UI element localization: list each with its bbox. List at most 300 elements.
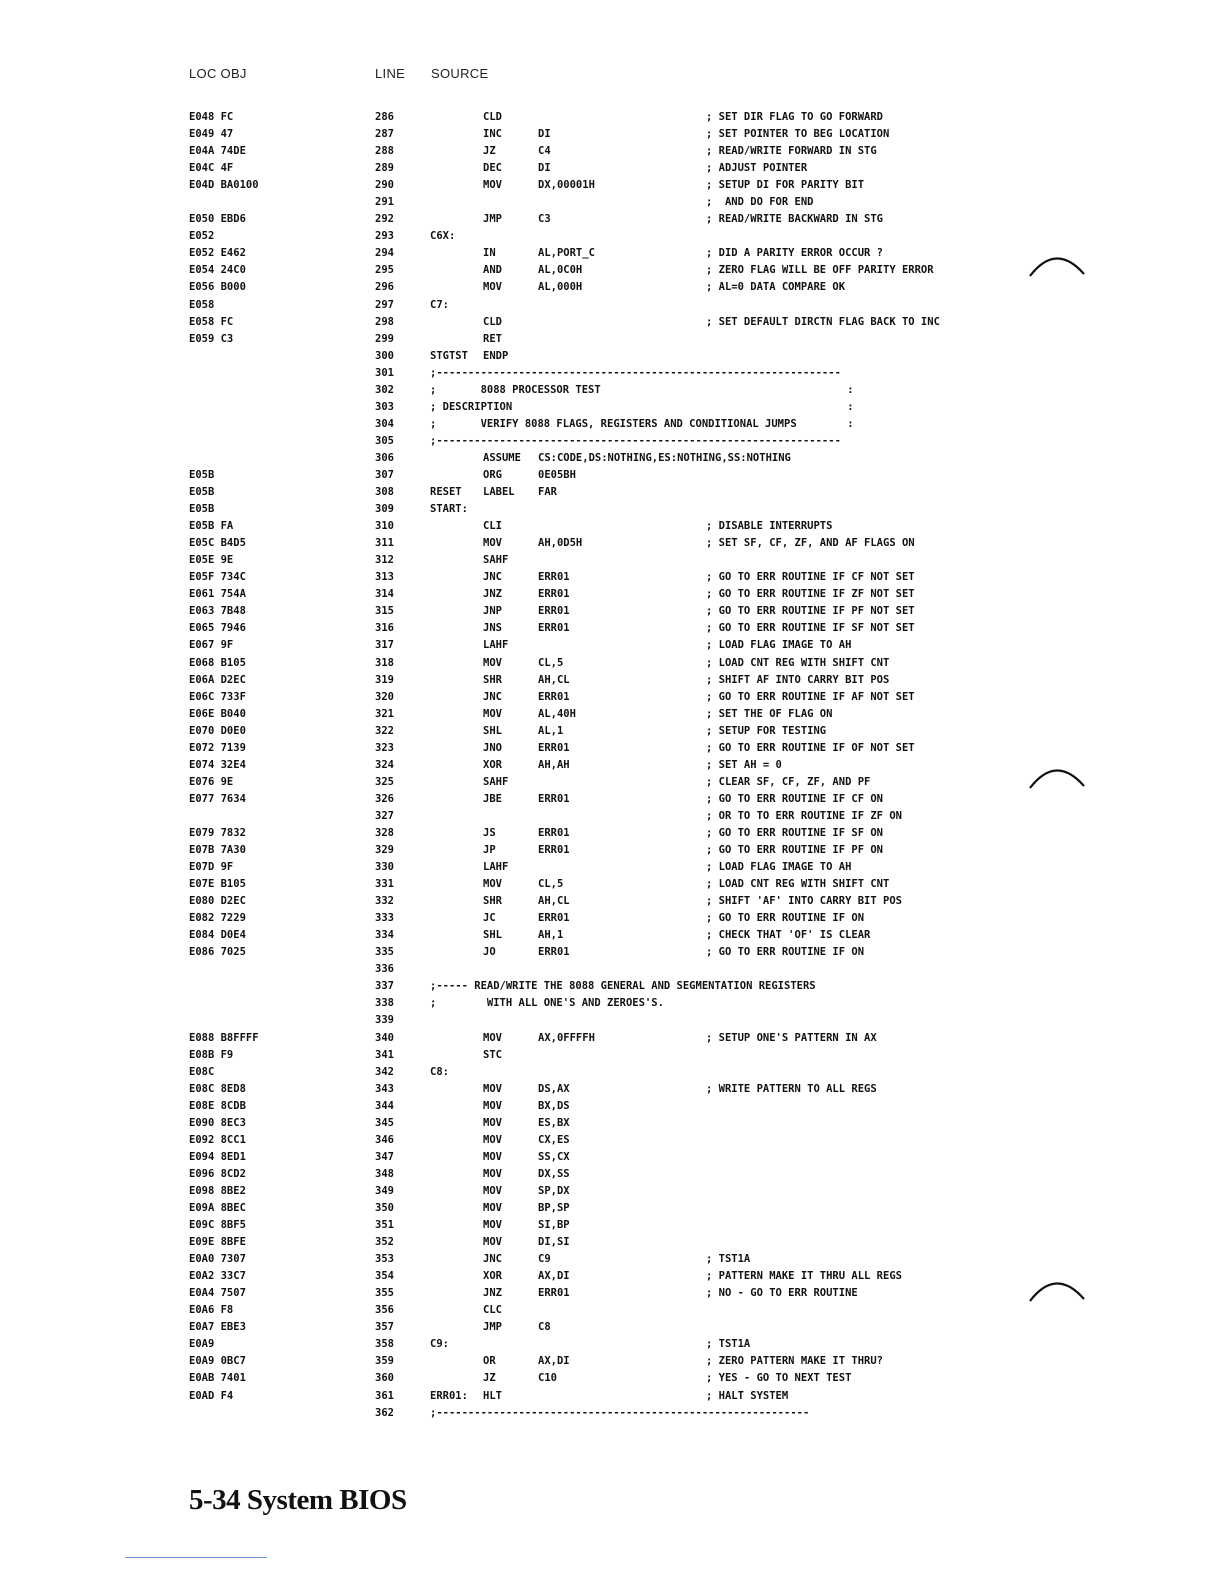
comment: ; TST1A — [706, 1253, 751, 1266]
line-number: 308 — [375, 486, 394, 499]
operand: ERR01 — [538, 588, 570, 601]
line-number: 328 — [375, 826, 394, 839]
line-number: 323 — [375, 741, 394, 754]
opcode: JNZ — [483, 1287, 502, 1300]
listing-row — [0, 1302, 1224, 1319]
loc-obj: E08C 8ED8 — [189, 1082, 246, 1095]
operand: ERR01 — [538, 826, 570, 839]
comment: ; SET DEFAULT DIRCTN FLAG BACK TO INC — [706, 315, 940, 328]
opcode: MOV — [483, 1150, 502, 1163]
label: C8: — [430, 1065, 449, 1078]
col-header-line: LINE — [375, 66, 406, 81]
opcode: CLI — [483, 520, 502, 533]
listing-row — [0, 927, 1224, 944]
line-number: 295 — [375, 264, 394, 277]
line-number: 344 — [375, 1099, 394, 1112]
listing-row — [0, 1149, 1224, 1166]
listing-row — [0, 603, 1224, 620]
line-number: 293 — [375, 230, 394, 243]
line-number: 294 — [375, 247, 394, 260]
comment: ; PATTERN MAKE IT THRU ALL REGS — [706, 1270, 902, 1283]
line-number: 298 — [375, 315, 394, 328]
comment: ; NO - GO TO ERR ROUTINE — [706, 1287, 858, 1300]
opcode: CLD — [483, 111, 502, 123]
operand: ERR01 — [538, 844, 570, 857]
operand: AX,0FFFFH — [538, 1031, 595, 1044]
opcode: MOV — [483, 1184, 502, 1197]
comment: ; SETUP ONE'S PATTERN IN AX — [706, 1031, 877, 1044]
listing-row — [0, 331, 1224, 348]
col-header-source: SOURCE — [431, 66, 489, 81]
comment: ; LOAD FLAG IMAGE TO AH — [706, 639, 852, 652]
line-number: 326 — [375, 792, 394, 805]
loc-obj: E074 32E4 — [189, 758, 246, 771]
line-number: 332 — [375, 895, 394, 908]
line-number: 330 — [375, 861, 394, 874]
line-number: 324 — [375, 758, 394, 771]
listing-row — [0, 1183, 1224, 1200]
operand: C4 — [538, 145, 551, 158]
comment: ; SET POINTER TO BEG LOCATION — [706, 128, 890, 141]
operand: C8 — [538, 1321, 551, 1334]
operand: C10 — [538, 1372, 557, 1385]
opcode: SHL — [483, 724, 502, 737]
comment: ; GO TO ERR ROUTINE IF SF ON — [706, 826, 884, 839]
listing-row — [0, 876, 1224, 893]
loc-obj: E048 FC — [189, 111, 234, 123]
comment: ; DISABLE INTERRUPTS — [706, 520, 833, 533]
line-number: 358 — [375, 1338, 394, 1351]
opcode: MOV — [483, 656, 502, 669]
line-number: 307 — [375, 468, 394, 481]
label: STGTST — [430, 349, 468, 362]
loc-obj: E058 — [189, 298, 215, 311]
loc-obj: E084 D0E4 — [189, 929, 246, 942]
line-number: 362 — [375, 1406, 394, 1419]
line-number: 352 — [375, 1236, 394, 1249]
listing-row — [0, 143, 1224, 160]
label: C7: — [430, 298, 449, 311]
operand: CL,5 — [538, 656, 564, 669]
opcode: JNC — [483, 690, 502, 703]
listing-row — [0, 348, 1224, 365]
loc-obj: E06A D2EC — [189, 673, 246, 686]
loc-obj: E054 24C0 — [189, 264, 246, 277]
listing-row — [0, 160, 1224, 177]
loc-obj: E07E B105 — [189, 878, 246, 891]
page-footer: 5-34 System BIOS — [189, 1484, 407, 1516]
operand: DX,00001H — [538, 179, 595, 192]
loc-obj: E0A9 0BC7 — [189, 1355, 246, 1368]
loc-obj: E07B 7A30 — [189, 844, 246, 857]
line-number: 346 — [375, 1133, 394, 1146]
listing-row — [0, 706, 1224, 723]
listing-row — [0, 365, 1224, 382]
loc-obj: E061 754A — [189, 588, 246, 601]
line-number: 339 — [375, 1014, 394, 1027]
loc-obj: E05F 734C — [189, 571, 246, 584]
opcode: SHL — [483, 929, 502, 942]
comment: ; GO TO ERR ROUTINE IF SF NOT SET — [706, 622, 915, 635]
operand: ERR01 — [538, 946, 570, 959]
listing-row — [0, 672, 1224, 689]
opcode: JO — [483, 946, 496, 959]
opcode: JS — [483, 826, 496, 839]
listing-row — [0, 944, 1224, 961]
label: START: — [430, 503, 468, 516]
listing-row — [0, 1251, 1224, 1268]
label: ;----- READ/WRITE THE 8088 GENERAL AND SEGMENTATION REGISTERS — [430, 980, 816, 993]
loc-obj: E056 B000 — [189, 281, 246, 294]
listing-row — [0, 535, 1224, 552]
loc-obj: E090 8EC3 — [189, 1116, 246, 1129]
comment: ; GO TO ERR ROUTINE IF ZF NOT SET — [706, 588, 915, 601]
listing-row — [0, 893, 1224, 910]
listing-row — [0, 910, 1224, 927]
line-number: 304 — [375, 417, 394, 430]
comment: ; TST1A — [706, 1338, 751, 1351]
operand: AH,1 — [538, 929, 564, 942]
opcode: DEC — [483, 162, 502, 175]
operand: AH,CL — [538, 895, 570, 908]
operand: SP,DX — [538, 1184, 570, 1197]
operand: 0E05BH — [538, 468, 576, 481]
listing-row — [0, 1064, 1224, 1081]
listing-row — [0, 1353, 1224, 1370]
loc-obj: E09C 8BF5 — [189, 1219, 246, 1232]
opcode: JNO — [483, 741, 502, 754]
loc-obj: E068 B105 — [189, 656, 246, 669]
loc-obj: E063 7B48 — [189, 605, 246, 618]
listing-row — [0, 1081, 1224, 1098]
listing-row — [0, 1115, 1224, 1132]
comment: ; GO TO ERR ROUTINE IF ON — [706, 912, 865, 925]
line-number: 340 — [375, 1031, 394, 1044]
operand: CX,ES — [538, 1133, 570, 1146]
line-number: 342 — [375, 1065, 394, 1078]
loc-obj: E05B — [189, 486, 215, 499]
comment: ; GO TO ERR ROUTINE IF OF NOT SET — [706, 741, 915, 754]
loc-obj: E050 EBD6 — [189, 213, 246, 226]
operand: DS,AX — [538, 1082, 570, 1095]
listing-row — [0, 740, 1224, 757]
operand: AL,40H — [538, 707, 576, 720]
listing-row — [0, 433, 1224, 450]
listing-row — [0, 1217, 1224, 1234]
listing-row — [0, 194, 1224, 211]
listing-row — [0, 109, 1224, 126]
opcode: LAHF — [483, 861, 509, 874]
listing-row — [0, 211, 1224, 228]
line-number: 288 — [375, 145, 394, 158]
loc-obj: E058 FC — [189, 315, 234, 328]
line-number: 360 — [375, 1372, 394, 1385]
operand: ES,BX — [538, 1116, 570, 1129]
label: C6X: — [430, 230, 456, 243]
loc-obj: E09A 8BEC — [189, 1202, 246, 1214]
loc-obj: E070 D0E0 — [189, 724, 246, 737]
line-number: 312 — [375, 554, 394, 567]
comment: ; ZERO FLAG WILL BE OFF PARITY ERROR — [706, 264, 934, 277]
opcode: JZ — [483, 1372, 496, 1385]
margin-rule — [125, 1557, 267, 1558]
operand: DI — [538, 162, 551, 175]
opcode: MOV — [483, 1099, 502, 1112]
comment: ; GO TO ERR ROUTINE IF ON — [706, 946, 865, 959]
line-number: 317 — [375, 639, 394, 652]
operand: ERR01 — [538, 1287, 570, 1300]
opcode: MOV — [483, 1167, 502, 1180]
label: ;----------------------------------------------------------- — [430, 1406, 810, 1419]
opcode: JC — [483, 912, 496, 925]
loc-obj: E0A2 33C7 — [189, 1270, 246, 1283]
operand: BX,DS — [538, 1099, 570, 1112]
opcode: AND — [483, 264, 502, 277]
opcode: STC — [483, 1048, 502, 1061]
operand: BP,SP — [538, 1202, 570, 1214]
loc-obj: E05B FA — [189, 520, 234, 533]
loc-obj: E072 7139 — [189, 741, 246, 754]
line-number: 300 — [375, 349, 394, 362]
comment: ; READ/WRITE FORWARD IN STG — [706, 145, 877, 158]
line-number: 331 — [375, 878, 394, 891]
operand: AX,DI — [538, 1355, 570, 1368]
line-number: 292 — [375, 213, 394, 226]
label: RESET — [430, 486, 462, 499]
line-number: 336 — [375, 963, 394, 976]
loc-obj: E07D 9F — [189, 861, 234, 874]
line-number: 354 — [375, 1270, 394, 1283]
listing-row — [0, 552, 1224, 569]
opcode: SAHF — [483, 554, 509, 567]
listing-row — [0, 467, 1224, 484]
operand: ERR01 — [538, 912, 570, 925]
operand: AX,DI — [538, 1270, 570, 1283]
listing-row — [0, 177, 1224, 194]
line-number: 356 — [375, 1304, 394, 1317]
listing-row — [0, 1388, 1224, 1405]
comment: ; WRITE PATTERN TO ALL REGS — [706, 1082, 877, 1095]
line-number: 305 — [375, 434, 394, 447]
opcode: JP — [483, 844, 496, 857]
loc-obj: E079 7832 — [189, 826, 246, 839]
listing-row — [0, 1319, 1224, 1336]
listing-row — [0, 382, 1224, 399]
loc-obj: E0AD F4 — [189, 1389, 234, 1402]
opcode: MOV — [483, 1031, 502, 1044]
comment: ; ZERO PATTERN MAKE IT THRU? — [706, 1355, 884, 1368]
loc-obj: E09E 8BFE — [189, 1236, 246, 1249]
loc-obj: E094 8ED1 — [189, 1150, 246, 1163]
opcode: ORG — [483, 468, 502, 481]
listing-row — [0, 1012, 1224, 1029]
loc-obj: E092 8CC1 — [189, 1133, 246, 1146]
opcode: JNZ — [483, 588, 502, 601]
loc-obj: E096 8CD2 — [189, 1167, 246, 1180]
opcode: JNP — [483, 605, 502, 618]
comment: ; YES - GO TO NEXT TEST — [706, 1372, 852, 1385]
operand: CL,5 — [538, 878, 564, 891]
label: ERR01: — [430, 1389, 468, 1402]
line-number: 355 — [375, 1287, 394, 1300]
listing-row — [0, 586, 1224, 603]
comment: ; LOAD FLAG IMAGE TO AH — [706, 861, 852, 874]
line-number: 316 — [375, 622, 394, 635]
opcode: LABEL — [483, 486, 515, 499]
listing-row — [0, 1047, 1224, 1064]
comment: ; SHIFT AF INTO CARRY BIT POS — [706, 673, 890, 686]
loc-obj: E049 47 — [189, 128, 234, 141]
operand: AL,0C0H — [538, 264, 583, 277]
opcode: MOV — [483, 878, 502, 891]
line-number: 335 — [375, 946, 394, 959]
binder-hole-mark-middle — [1028, 760, 1086, 790]
comment: ; GO TO ERR ROUTINE IF PF NOT SET — [706, 605, 915, 618]
loc-obj: E077 7634 — [189, 792, 246, 805]
loc-obj: E08E 8CDB — [189, 1099, 246, 1112]
line-number: 333 — [375, 912, 394, 925]
listing-row — [0, 859, 1224, 876]
loc-obj: E0A7 EBE3 — [189, 1321, 246, 1334]
line-number: 349 — [375, 1184, 394, 1197]
line-number: 321 — [375, 707, 394, 720]
operand: DX,SS — [538, 1167, 570, 1180]
loc-obj: E0A6 F8 — [189, 1304, 234, 1317]
opcode: CLC — [483, 1304, 502, 1317]
opcode: MOV — [483, 1202, 502, 1214]
listing-row — [0, 1234, 1224, 1251]
loc-obj: E052 — [189, 230, 215, 243]
line-number: 329 — [375, 844, 394, 857]
listing-row — [0, 1166, 1224, 1183]
operand: ERR01 — [538, 792, 570, 805]
line-number: 361 — [375, 1389, 394, 1402]
opcode: MOV — [483, 707, 502, 720]
line-number: 359 — [375, 1355, 394, 1368]
operand: ERR01 — [538, 605, 570, 618]
label: ;---------------------------------------------------------------- — [430, 434, 841, 447]
listing-row — [0, 450, 1224, 467]
line-number: 318 — [375, 656, 394, 669]
comment: ; AL=0 DATA COMPARE OK — [706, 281, 846, 294]
listing-row — [0, 723, 1224, 740]
loc-obj: E086 7025 — [189, 946, 246, 959]
loc-obj: E088 B8FFFF — [189, 1031, 259, 1044]
line-number: 309 — [375, 503, 394, 516]
comment: ; GO TO ERR ROUTINE IF CF NOT SET — [706, 571, 915, 584]
loc-obj: E05C B4D5 — [189, 537, 246, 550]
listing-row — [0, 416, 1224, 433]
opcode: INC — [483, 128, 502, 141]
comment: ; HALT SYSTEM — [706, 1389, 789, 1402]
label: ; 8088 PROCESSOR TEST : — [430, 383, 854, 396]
comment: ; READ/WRITE BACKWARD IN STG — [706, 213, 884, 226]
opcode: IN — [483, 247, 496, 260]
opcode: SHR — [483, 673, 502, 686]
label: ; DESCRIPTION : — [430, 400, 854, 413]
comment: ; LOAD CNT REG WITH SHIFT CNT — [706, 878, 890, 891]
line-number: 320 — [375, 690, 394, 703]
line-number: 348 — [375, 1167, 394, 1180]
listing-row — [0, 569, 1224, 586]
loc-obj: E04A 74DE — [189, 145, 246, 158]
listing-row — [0, 791, 1224, 808]
operand: ERR01 — [538, 741, 570, 754]
loc-obj: E0A4 7507 — [189, 1287, 246, 1300]
line-number: 290 — [375, 179, 394, 192]
line-number: 337 — [375, 980, 394, 993]
listing-row — [0, 655, 1224, 672]
opcode: MOV — [483, 537, 502, 550]
operand: SS,CX — [538, 1150, 570, 1163]
operand: FAR — [538, 486, 557, 499]
loc-obj: E05B — [189, 468, 215, 481]
line-number: 301 — [375, 366, 394, 379]
label: ; WITH ALL ONE'S AND ZEROES'S. — [430, 997, 664, 1010]
opcode: ENDP — [483, 349, 509, 362]
operand: ERR01 — [538, 690, 570, 703]
loc-obj: E059 C3 — [189, 332, 234, 345]
line-number: 357 — [375, 1321, 394, 1334]
line-number: 322 — [375, 724, 394, 737]
opcode: JMP — [483, 213, 502, 226]
operand: AL,000H — [538, 281, 583, 294]
comment: ; OR TO TO ERR ROUTINE IF ZF ON — [706, 809, 902, 822]
loc-obj: E08B F9 — [189, 1048, 234, 1061]
line-number: 315 — [375, 605, 394, 618]
opcode: JZ — [483, 145, 496, 158]
operand: ERR01 — [538, 571, 570, 584]
operand: CS:CODE,DS:NOTHING,ES:NOTHING,SS:NOTHING — [538, 451, 791, 464]
opcode: MOV — [483, 1219, 502, 1232]
line-number: 291 — [375, 196, 394, 209]
label: ; VERIFY 8088 FLAGS, REGISTERS AND CONDITIONAL JUMPS : — [430, 417, 854, 430]
comment: ; SETUP FOR TESTING — [706, 724, 827, 737]
line-number: 345 — [375, 1116, 394, 1129]
label: C9: — [430, 1338, 449, 1351]
listing-row — [0, 228, 1224, 245]
line-number: 325 — [375, 775, 394, 788]
listing-row — [0, 297, 1224, 314]
line-number: 289 — [375, 162, 394, 175]
loc-obj: E08C — [189, 1065, 215, 1078]
line-number: 296 — [375, 281, 394, 294]
operand: AH,0D5H — [538, 537, 583, 550]
loc-obj: E04D BA0100 — [189, 179, 259, 192]
listing-row — [0, 1030, 1224, 1047]
operand: C3 — [538, 213, 551, 226]
listing-row — [0, 1405, 1224, 1422]
opcode: MOV — [483, 1133, 502, 1146]
comment: ; SETUP DI FOR PARITY BIT — [706, 179, 865, 192]
opcode: MOV — [483, 1082, 502, 1095]
line-number: 351 — [375, 1219, 394, 1232]
opcode: MOV — [483, 281, 502, 294]
listing-row — [0, 808, 1224, 825]
line-number: 314 — [375, 588, 394, 601]
loc-obj: E05B — [189, 503, 215, 516]
loc-obj: E0AB 7401 — [189, 1372, 246, 1385]
line-number: 347 — [375, 1150, 394, 1163]
opcode: JNC — [483, 1253, 502, 1266]
binder-hole-mark-bottom — [1028, 1273, 1086, 1303]
listing-row — [0, 279, 1224, 296]
opcode: XOR — [483, 1270, 502, 1283]
line-number: 287 — [375, 128, 394, 141]
line-number: 299 — [375, 332, 394, 345]
opcode: MOV — [483, 179, 502, 192]
comment: ; CHECK THAT 'OF' IS CLEAR — [706, 929, 871, 942]
